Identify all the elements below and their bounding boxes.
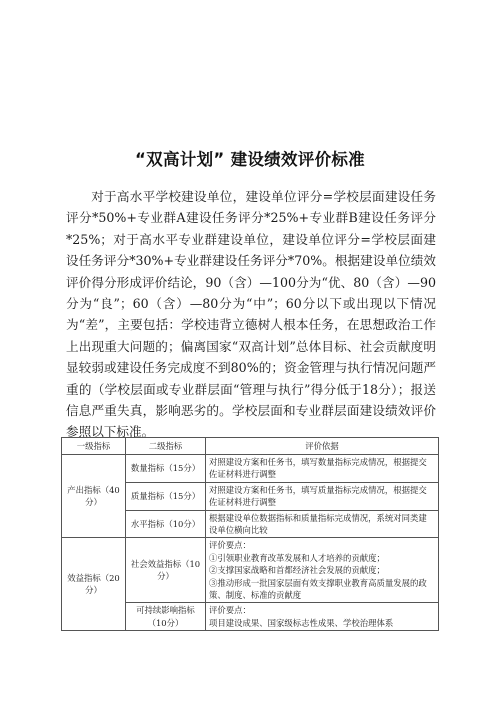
evaluation-table bbox=[61, 437, 439, 631]
level2-cell: 可持续影响指标（10分） bbox=[126, 603, 206, 631]
table-row bbox=[62, 455, 439, 483]
level1-cell-benefit: 效益指标（20分） bbox=[62, 538, 126, 631]
header-level2: 二级指标 bbox=[126, 438, 206, 455]
document-title: “双高计划” 建设绩效评价标准 bbox=[135, 150, 365, 169]
table-header-row bbox=[62, 438, 439, 455]
table-row bbox=[62, 538, 439, 603]
level2-cell: 水平指标（10分） bbox=[126, 510, 206, 538]
basis-cell bbox=[206, 538, 439, 603]
level2-cell: 质量指标（15分） bbox=[126, 482, 206, 510]
basis-line: ②支撑国家战略和首都经济社会发展的贡献度； bbox=[209, 565, 385, 576]
basis-line: ③推动形成一批国家层面有效支撑职业教育高质量发展的政策、制度、标准的贡献度 bbox=[209, 577, 427, 601]
basis-cell: 根据建设单位数据指标和质量指标完成情况，系统对同类建设单位横向比较 bbox=[206, 510, 439, 538]
level2-cell: 数量指标（15分） bbox=[126, 455, 206, 483]
basis-line: 评价要点： bbox=[209, 605, 251, 616]
basis-cell: 对照建设方案和任务书，填写数量指标完成情况，根据提交佐证材料进行调整 bbox=[206, 455, 439, 483]
body-text bbox=[66, 186, 436, 443]
header-level1: 一级指标 bbox=[62, 438, 126, 455]
basis-line: 评价要点： bbox=[209, 540, 251, 551]
header-basis: 评价依据 bbox=[206, 438, 439, 455]
level2-cell: 社会效益指标（10分） bbox=[126, 538, 206, 603]
basis-line: 项目建设成果、国家级标志性成果、学校治理体系 bbox=[209, 617, 394, 628]
basis-cell: 对照建设方案和任务书，填写质量指标完成情况，根据提交佐证材料进行调整 bbox=[206, 482, 439, 510]
level1-cell-output: 产出指标（40分） bbox=[62, 455, 126, 538]
paragraph: 对于高水平学校建设单位，建设单位评分=学校层面建设任务评分*50%+专业群A建设任务评分*25%+专业群B建设任务评分*25%；对于高水平专业群建设单位，建设单位评分=学校层面建设任务评分*30%+专业群建设任务评分*70%。根据建设单位绩效评价得分形成评价结论，90（含）—100分为“优、80（含）—90分为“良”；60（含）—80分为“中”；60分以下或出现以下情况为“差”，主要包括：学校违背立德树人根本任务，在思想政治工作上出现重大问题的；偏离国家“双高计划”总体目标、社会贡献度明显较弱或建设任务完成度不到80%的；资金管理与执行情况问题严重的（学校层面或专业群层面“管理与执行”得分低于18分）；报送信息严重失真，影响恶劣的。学校层面和专业群层面建设绩效评价参照以下标准。 bbox=[66, 189, 436, 440]
basis-line: ①引领职业教育改革发展和人才培养的贡献度； bbox=[209, 552, 385, 563]
basis-cell bbox=[206, 603, 439, 631]
